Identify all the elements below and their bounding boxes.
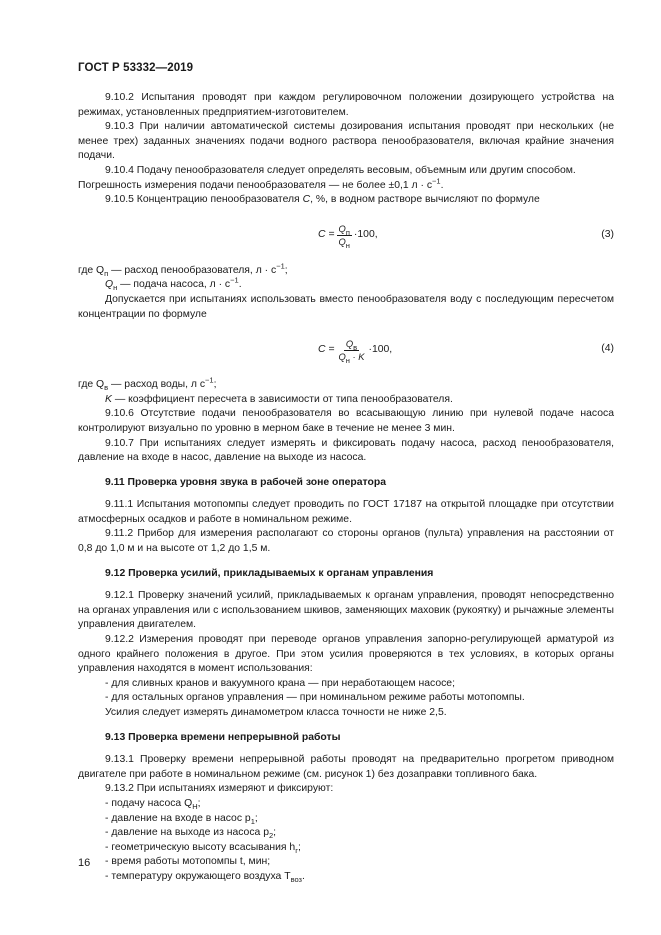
bullet-item: - давление на выходе из насоса $p_2$; — [105, 827, 277, 841]
where-4-q-v: где $Q_в$ — расход воды, л $с^{-1}$; — [78, 375, 217, 393]
paragraph-9-10-2: 9.10.2 Испытания проводят при каждом регулировочном положении дозирующего устройства на режимах, установленных предприятием-изготовителем. — [78, 92, 614, 118]
paragraph-9-13-2: 9.13.2 При испытаниях измеряют и фиксируют: — [105, 783, 334, 795]
paragraph-9-10-7: 9.10.7 При испытаниях следует измерять и фиксировать подачу насоса, расход пенообразователя, давление на входе в насос, давление на выходе из насоса. — [78, 437, 614, 464]
paragraph-9-10-6: 9.10.6 Отсутствие подачи пенообразователя во всасывающую линию при нулевой подаче насоса контролируют визуально по уровню в мерном баке в течение не менее 3 мин. — [78, 408, 614, 434]
where-3-q-p: где $Q_п$ — расход пенообразователя, $л \cdot с^{-1}$; — [78, 261, 288, 278]
bullet-item: - подачу насоса $Q_Н$; — [105, 797, 201, 812]
section-heading-9-12: 9.12 Проверка усилий, прикладываемых к органам управления — [105, 567, 434, 579]
paragraph-9-11-2: 9.11.2 Прибор для измерения располагают со стороны органов (пульта) управления на расстоянии от 0,8 до 1,0 м и на высоте от 1,2 до 1,5 м. — [78, 528, 614, 555]
where-3-q-n: $Q_н$ — подача насоса, $л \cdot с^{-1}$. — [105, 275, 242, 293]
formula-3-number: (3) — [601, 228, 614, 240]
paragraph-allowed: Допускается при испытаниях использовать вместо пенообразователя воду с последующим пересчетом концентрации по формуле — [78, 293, 614, 320]
where-4-k: K — коэффициент пересчета в зависимости от типа пенообразователя. — [105, 393, 453, 405]
page-content — [78, 91, 614, 885]
bullet-item: - геометрическую высоту всасывания $h_г$; — [105, 841, 301, 855]
section-heading-9-13: 9.13 Проверка времени непрерывной работы — [105, 731, 341, 743]
formula-4-number: (4) — [601, 343, 614, 355]
bullet-item: - давление на входе в насос $p_1$; — [105, 812, 258, 826]
paragraph-9-10-4: 9.10.4 Подачу пенообразователя следует определять весовым, объемным или другим способом. — [105, 164, 576, 176]
paragraph-9-10-5: 9.10.5 Концентрацию пенообразователя C, %, в водном растворе вычисляют по формуле — [105, 194, 540, 206]
formula-3-fraction: $\frac{Q_п}{Q_н}$ — [338, 223, 350, 251]
bullet-item: - температуру окружающего воздуха $T_{воз}$. — [105, 870, 305, 885]
formula-3: C = $\frac{Q_п}{Q_н}$ ·100, (3) — [318, 223, 614, 251]
paragraph-9-13-1: 9.13.1 Проверку времени непрерывной работы проводят на предварительно прогретом приводном двигателе при работе в номинальном режиме (см. рисунок 1) без дозаправки топливного бака. — [78, 754, 614, 780]
section-heading-9-11: 9.11 Проверка уровня звука в рабочей зоне оператора — [105, 476, 386, 488]
paragraph-9-12-1: 9.12.1 Проверку значений усилий, прикладываемых к органам управления, проводят непосредственно на органах управления или с использованием шкивов, заменяющих маховик (рукоятку) и рычажные элементы управления двигателем. — [78, 590, 614, 631]
page-number: 16 — [78, 857, 91, 869]
paragraph-9-10-3: 9.10.3 При наличии автоматической системы дозирования испытания проводят при нескольких (не менее трех) заданных значениях подачи водного раствора пенообразователя, включая крайние значения подачи. — [78, 121, 614, 162]
paragraph-9-12-2: 9.12.2 Измерения проводят при переводе органов управления запорно-регулирующей арматурой из одного крайнего положения в другое. При этом усилия проверяются в тех условиях, в которых органы управления находятся в момент использования: — [78, 634, 614, 675]
formula-4-fraction: $\frac{Q_в}{Q_н \cdot K}$ — [338, 337, 365, 365]
formula-4: C = $\frac{Q_в}{Q_н \cdot K}$ ·100, (4) — [318, 337, 614, 365]
paragraph-9-11-1: 9.11.1 Испытания мотопомпы следует проводить по ГОСТ 17187 на открытой площадке при отсутствии атмосферных осадков и работе в номинальном режиме. — [78, 499, 614, 525]
paragraph-9-12-3: Усилия следует измерять динамометром класса точности не ниже 2,5. — [105, 707, 447, 718]
bullet-item: - время работы мотопомпы t, мин; — [105, 856, 271, 868]
bullet-item: - для сливных кранов и вакуумного крана — при неработающем насосе; — [105, 677, 455, 689]
document-header: ГОСТ Р 53332—2019 — [78, 62, 194, 74]
bullet-item: - для остальных органов управления — при номинальном режиме работы мотопомпы. — [105, 692, 525, 704]
paragraph-9-10-4-accuracy: Погрешность измерения подачи пенообразователя — не более ±0,1 $л \cdot с^{-1}$. — [78, 176, 444, 191]
